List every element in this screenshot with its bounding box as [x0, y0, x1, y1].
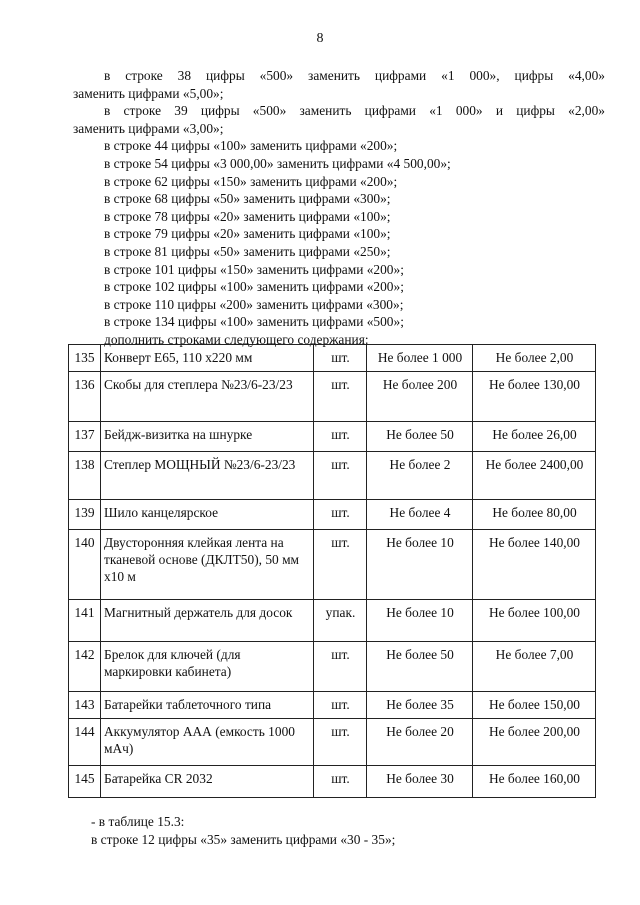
- row-number-cell: 138: [69, 452, 101, 500]
- table-row: [69, 500, 596, 530]
- trailing-text: [91, 813, 611, 849]
- table-row: [69, 692, 596, 719]
- row-number-cell: 141: [69, 600, 101, 642]
- table-row: [69, 345, 596, 372]
- item-name-cell: Магнитный держатель для досок: [101, 600, 314, 642]
- unit-cell: упак.: [314, 600, 367, 642]
- amendment-line: в строке 68 цифры «50» заменить цифрами «300»;: [104, 191, 391, 207]
- row-number-cell: 142: [69, 642, 101, 692]
- amendment-line: заменить цифрами «5,00»;: [73, 85, 224, 101]
- unit-cell: шт.: [314, 372, 367, 422]
- price-cell: Не более 200,00: [473, 719, 596, 766]
- amendment-line: заменить цифрами «3,00»;: [73, 120, 224, 136]
- item-name-cell: Конверт Е65, 110 х220 мм: [101, 345, 314, 372]
- price-cell: Не более 26,00: [473, 422, 596, 452]
- row-number-cell: 139: [69, 500, 101, 530]
- amendment-text: [73, 67, 605, 349]
- item-name-cell: Батарейка CR 2032: [101, 766, 314, 798]
- item-name-cell: Аккумулятор ААА (емкость 1000 мАч): [101, 719, 314, 766]
- row-number-cell: 144: [69, 719, 101, 766]
- unit-cell: шт.: [314, 530, 367, 600]
- amendment-line: в строке 78 цифры «20» заменить цифрами «100»;: [104, 208, 391, 224]
- items-table: [68, 344, 596, 798]
- price-cell: Не более 2,00: [473, 345, 596, 372]
- table-row: [69, 530, 596, 600]
- item-name-cell: Скобы для степлера №23/6-23/23: [101, 372, 314, 422]
- table-row: [69, 422, 596, 452]
- row-number-cell: 136: [69, 372, 101, 422]
- quantity-cell: Не более 200: [367, 372, 473, 422]
- quantity-cell: Не более 30: [367, 766, 473, 798]
- unit-cell: шт.: [314, 766, 367, 798]
- quantity-cell: Не более 50: [367, 422, 473, 452]
- amendment-line: в строке 101 цифры «150» заменить цифрами «200»;: [104, 261, 404, 277]
- amendment-line: в строке 39 цифры «500» заменить цифрами «1 000» и цифры «2,00»: [104, 103, 605, 119]
- amendment-line: в строке 62 цифры «150» заменить цифрами «200»;: [104, 173, 398, 189]
- price-cell: Не более 80,00: [473, 500, 596, 530]
- table-row: [69, 719, 596, 766]
- amendment-line: в строке 134 цифры «100» заменить цифрами «500»;: [104, 314, 404, 330]
- quantity-cell: Не более 35: [367, 692, 473, 719]
- row-number-cell: 135: [69, 345, 101, 372]
- quantity-cell: Не более 4: [367, 500, 473, 530]
- page-number: 8: [316, 31, 324, 46]
- item-name-cell: Батарейки таблеточного типа: [101, 692, 314, 719]
- amendment-line: дополнить строками следующего содержания:: [104, 331, 369, 347]
- quantity-cell: Не более 10: [367, 530, 473, 600]
- table-row: [69, 766, 596, 798]
- row-number-cell: 137: [69, 422, 101, 452]
- item-name-cell: Бейдж-визитка на шнурке: [101, 422, 314, 452]
- table-row: [69, 642, 596, 692]
- unit-cell: шт.: [314, 719, 367, 766]
- table-row: [69, 372, 596, 422]
- amendment-line: в строке 81 цифры «50» заменить цифрами «250»;: [104, 243, 391, 259]
- unit-cell: шт.: [314, 422, 367, 452]
- amendment-line: в строке 54 цифры «3 000,00» заменить цифрами «4 500,00»;: [104, 155, 451, 171]
- unit-cell: шт.: [314, 500, 367, 530]
- trailing-line: - в таблице 15.3:: [91, 814, 185, 829]
- amendment-line: в строке 102 цифры «100» заменить цифрами «200»;: [104, 279, 404, 295]
- price-cell: Не более 150,00: [473, 692, 596, 719]
- unit-cell: шт.: [314, 642, 367, 692]
- amendment-line: в строке 38 цифры «500» заменить цифрами «1 000», цифры «4,00»: [104, 68, 605, 83]
- quantity-cell: Не более 20: [367, 719, 473, 766]
- trailing-line: в строке 12 цифры «35» заменить цифрами «30 - 35»;: [91, 832, 396, 847]
- price-cell: Не более 130,00: [473, 372, 596, 422]
- unit-cell: шт.: [314, 345, 367, 372]
- table-row: [69, 600, 596, 642]
- quantity-cell: Не более 1 000: [367, 345, 473, 372]
- price-cell: Не более 2400,00: [473, 452, 596, 500]
- unit-cell: шт.: [314, 692, 367, 719]
- item-name-cell: Брелок для ключей (для маркировки кабинета): [101, 642, 314, 692]
- row-number-cell: 143: [69, 692, 101, 719]
- row-number-cell: 140: [69, 530, 101, 600]
- price-cell: Не более 160,00: [473, 766, 596, 798]
- row-number-cell: 145: [69, 766, 101, 798]
- price-cell: Не более 100,00: [473, 600, 596, 642]
- item-name-cell: Двусторонняя клейкая лента на тканевой основе (ДКЛТ50), 50 мм х10 м: [101, 530, 314, 600]
- price-cell: Не более 7,00: [473, 642, 596, 692]
- unit-cell: шт.: [314, 452, 367, 500]
- item-name-cell: Степлер МОЩНЫЙ №23/6-23/23: [101, 452, 314, 500]
- amendment-line: в строке 44 цифры «100» заменить цифрами «200»;: [104, 138, 398, 154]
- table-row: [69, 452, 596, 500]
- amendment-line: в строке 79 цифры «20» заменить цифрами «100»;: [104, 226, 391, 242]
- price-cell: Не более 140,00: [473, 530, 596, 600]
- amendment-line: в строке 110 цифры «200» заменить цифрами «300»;: [104, 296, 404, 312]
- items-table-body: [69, 345, 596, 798]
- quantity-cell: Не более 50: [367, 642, 473, 692]
- item-name-cell: Шило канцелярское: [101, 500, 314, 530]
- quantity-cell: Не более 2: [367, 452, 473, 500]
- quantity-cell: Не более 10: [367, 600, 473, 642]
